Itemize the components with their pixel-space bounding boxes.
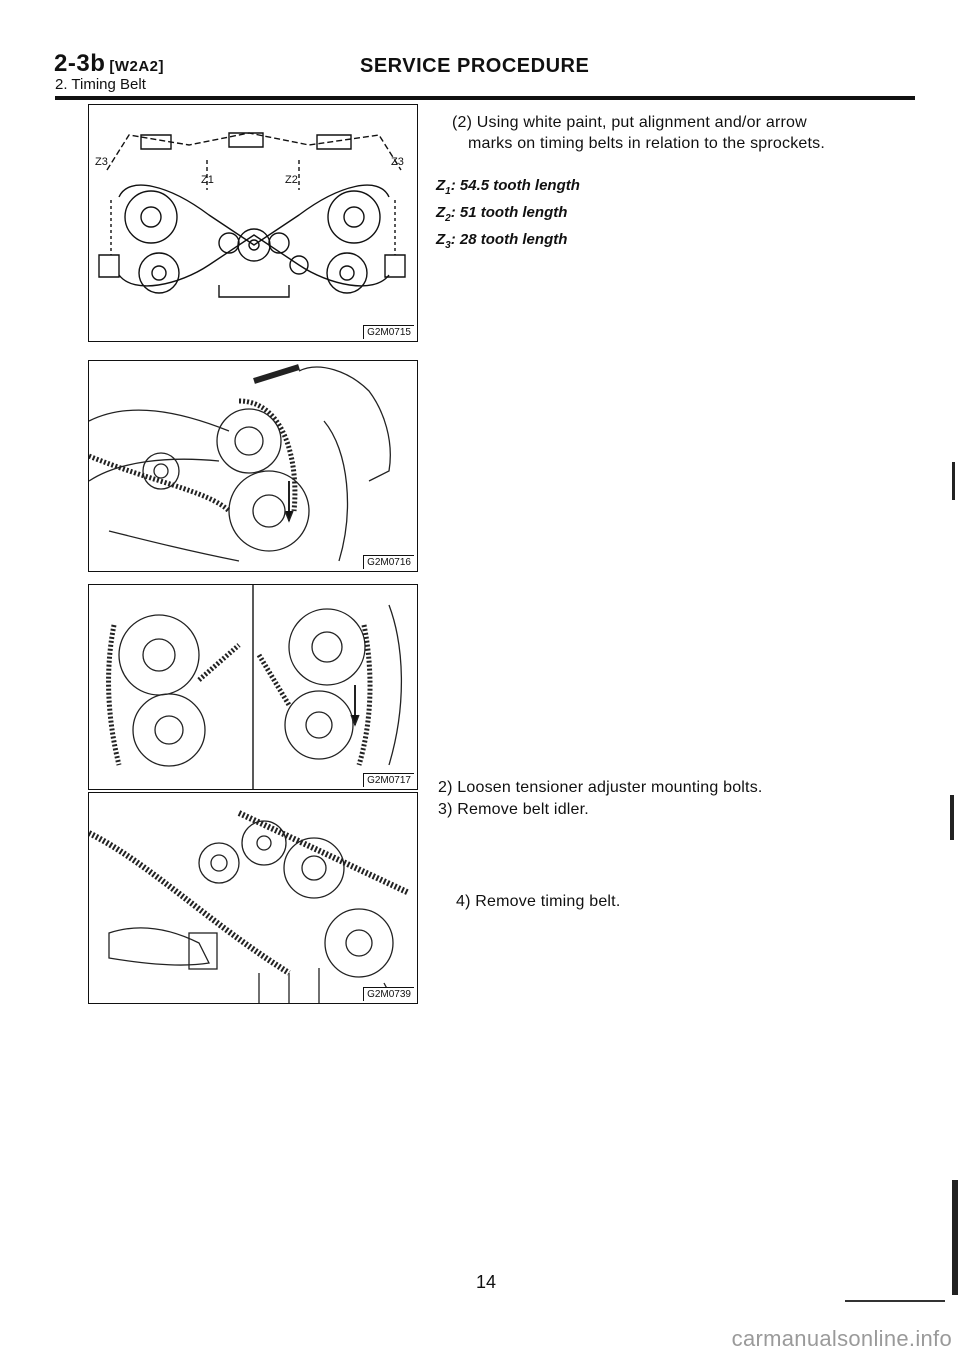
figure-label: G2M0717 xyxy=(363,773,414,787)
step-loosen-bolts: 2) Loosen tensioner adjuster mounting bolts. xyxy=(438,779,763,796)
header-rule xyxy=(55,96,915,100)
footer-rule xyxy=(845,1300,945,1302)
z2-label: Z2 xyxy=(285,174,298,186)
figure-marking-belt xyxy=(88,360,418,572)
belt-layout-diagram xyxy=(89,105,417,341)
z1-label: Z1 xyxy=(201,174,214,186)
z3-right-label: Z3 xyxy=(391,156,404,168)
page-title: SERVICE PROCEDURE xyxy=(360,55,590,77)
step-remove-belt: 4) Remove timing belt. xyxy=(456,893,621,910)
step-paint-line-1: (2) Using white paint, put alignment and/or arrow xyxy=(452,114,807,131)
figure-belt-layout xyxy=(88,104,418,342)
section-code: 2-3b [W2A2] xyxy=(54,50,165,77)
step-paint-marks xyxy=(452,112,922,154)
section-subtitle: 2. Timing Belt xyxy=(55,76,146,93)
page-number: 14 xyxy=(476,1272,497,1292)
sprocket-marks-illustration xyxy=(89,585,417,789)
figure-removing-idler xyxy=(88,792,418,1004)
scan-mark xyxy=(952,462,955,500)
watermark: carmanualsonline.info xyxy=(731,1326,952,1351)
scan-mark xyxy=(950,795,954,840)
step-remove-idler: 3) Remove belt idler. xyxy=(438,801,589,818)
figure-label: G2M0716 xyxy=(363,555,414,569)
removing-idler-illustration xyxy=(89,793,417,1003)
section-ref: [W2A2] xyxy=(109,58,165,75)
step-paint-line-2: marks on timing belts in relation to the sprockets. xyxy=(468,135,826,152)
spec-z2: $Z_2$: 51 tooth length xyxy=(436,204,568,224)
scan-mark xyxy=(952,1180,958,1295)
tooth-length-specs xyxy=(436,175,580,256)
figure-label: G2M0739 xyxy=(363,987,414,1001)
figure-sprocket-marks xyxy=(88,584,418,790)
figure-label: G2M0715 xyxy=(363,325,414,339)
spec-z3: $Z_3$: 28 tooth length xyxy=(436,231,568,251)
marking-belt-illustration xyxy=(89,361,417,571)
z3-left-label: Z3 xyxy=(95,156,108,168)
spec-z1: $Z_1$: 54.5 tooth length xyxy=(436,177,580,197)
